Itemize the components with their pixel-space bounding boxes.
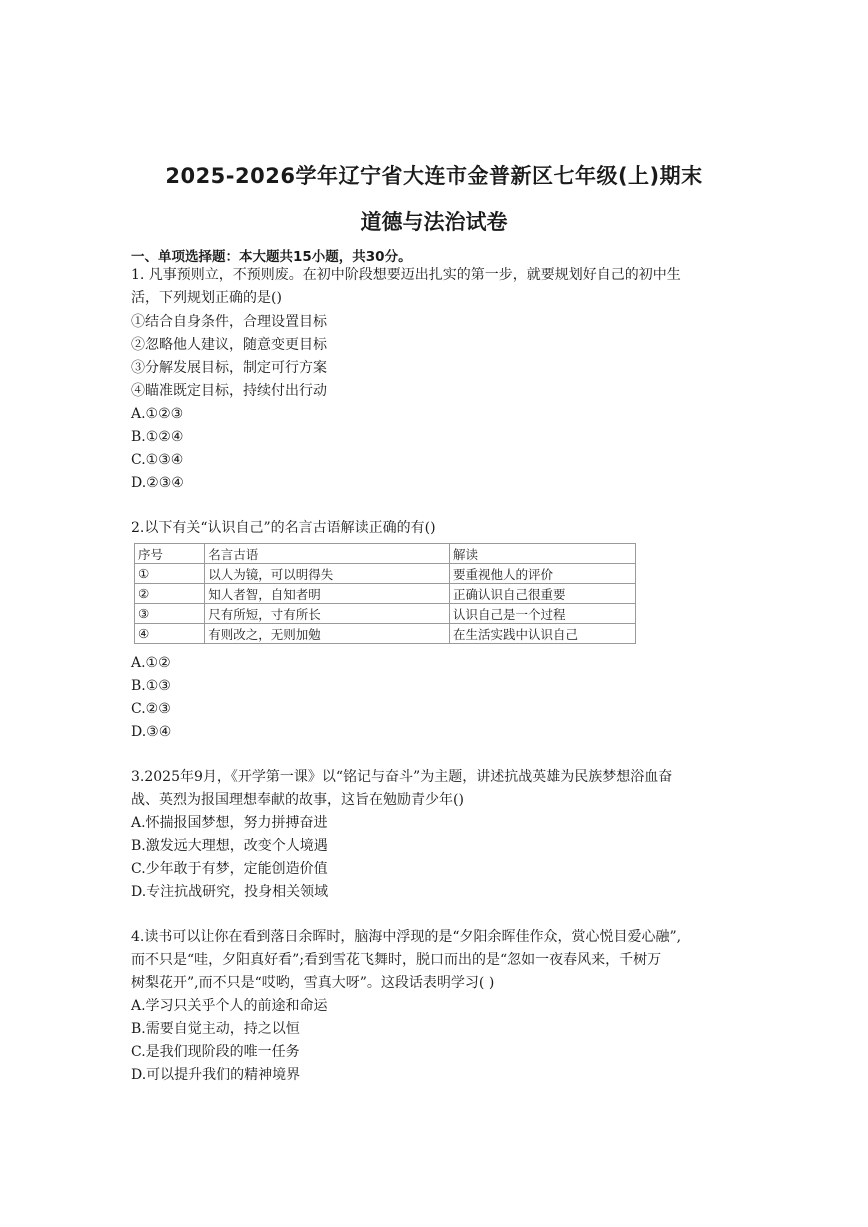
q1-option-c: C.①③④: [131, 452, 184, 468]
table-row: [135, 584, 636, 604]
table-header-cell: 名言古语: [205, 544, 450, 564]
section-heading: 一、单项选择题：本大题共15小题，共30分。: [131, 249, 412, 265]
table-cell: 以人为镜，可以明得失: [205, 564, 450, 584]
q1-statement-3: ③分解发展目标，制定可行方案: [131, 360, 327, 376]
q4-option-c: C.是我们现阶段的唯一任务: [131, 1044, 300, 1060]
table-header-row: [135, 544, 636, 564]
q2-option-c: C.②③: [131, 701, 171, 717]
q2-stem: 2.以下有关“认识自己”的名言古语解读正确的有(): [131, 520, 436, 536]
q4-option-b: B.需要自觉主动，持之以恒: [131, 1021, 300, 1037]
q1-option-d: D.②③④: [131, 475, 184, 491]
q3-stem-line2: 战、英烈为报国理想奉献的故事，这旨在勉励青少年(): [131, 792, 464, 808]
q2-option-d: D.③④: [131, 724, 172, 740]
q4-stem-line2: 而不只是“哇，夕阳真好看”;看到雪花飞舞时，脱口而出的是“忽如一夜春风来，千树万: [131, 952, 662, 968]
q1-stem-line2: 活，下列规划正确的是(): [131, 290, 282, 306]
q3-option-a: A.怀揣报国梦想，努力拼搏奋进: [131, 815, 328, 831]
table-cell: 知人者智，自知者明: [205, 584, 450, 604]
table-row: [135, 604, 636, 624]
exam-title-line2: 道德与法治试卷: [360, 210, 508, 234]
q1-option-b: B.①②④: [131, 429, 184, 445]
table-cell: ②: [135, 584, 205, 604]
table-row: [135, 564, 636, 584]
exam-title-line1: 2025-2026学年辽宁省大连市金普新区七年级(上)期末: [165, 164, 703, 188]
table-cell: 有则改之，无则加勉: [205, 624, 450, 644]
q4-stem-line3: 树梨花开”,而不只是“哎哟，雪真大呀”。这段话表明学习( ): [131, 975, 495, 991]
table-header-cell: 解读: [450, 544, 636, 564]
q3-option-d: D.专注抗战研究，投身相关领域: [131, 884, 329, 900]
table-cell: 在生活实践中认识自己: [450, 624, 636, 644]
q1-statement-1: ①结合自身条件，合理设置目标: [131, 314, 327, 330]
table-cell: 要重视他人的评价: [450, 564, 636, 584]
q1-statement-2: ②忽略他人建议，随意变更目标: [131, 337, 327, 353]
table-cell: ④: [135, 624, 205, 644]
table-cell: 认识自己是一个过程: [450, 604, 636, 624]
table-cell: 正确认识自己很重要: [450, 584, 636, 604]
table-cell: ③: [135, 604, 205, 624]
q2-option-b: B.①③: [131, 678, 171, 694]
q3-option-b: B.激发远大理想，改变个人境遇: [131, 838, 328, 854]
q1-option-a: A.①②③: [131, 406, 184, 422]
q4-stem-line1: 4.读书可以让你在看到落日余晖时，脑海中浮现的是“夕阳余晖佳作众，赏心悦目爱心融”,: [131, 929, 682, 945]
q1-statement-4: ④瞄准既定目标，持续付出行动: [131, 383, 327, 399]
table-cell: 尺有所短，寸有所长: [205, 604, 450, 624]
table-row: [135, 624, 636, 644]
table-cell: ①: [135, 564, 205, 584]
q4-option-d: D.可以提升我们的精神境界: [131, 1067, 301, 1083]
q2-option-a: A.①②: [131, 655, 171, 671]
q1-stem-line1: 1. 凡事预则立，不预则废。在初中阶段想要迈出扎实的第一步，就要规划好自己的初中生: [131, 267, 681, 283]
table-header-cell: 序号: [135, 544, 205, 564]
quote-table: [134, 543, 636, 644]
q3-stem-line1: 3.2025年9月，《开学第一课》以“铭记与奋斗”为主题，讲述抗战英雄为民族梦想浴血奋: [131, 769, 673, 785]
q3-option-c: C.少年敢于有梦，定能创造价值: [131, 861, 328, 877]
q4-option-a: A.学习只关乎个人的前途和命运: [131, 998, 328, 1014]
